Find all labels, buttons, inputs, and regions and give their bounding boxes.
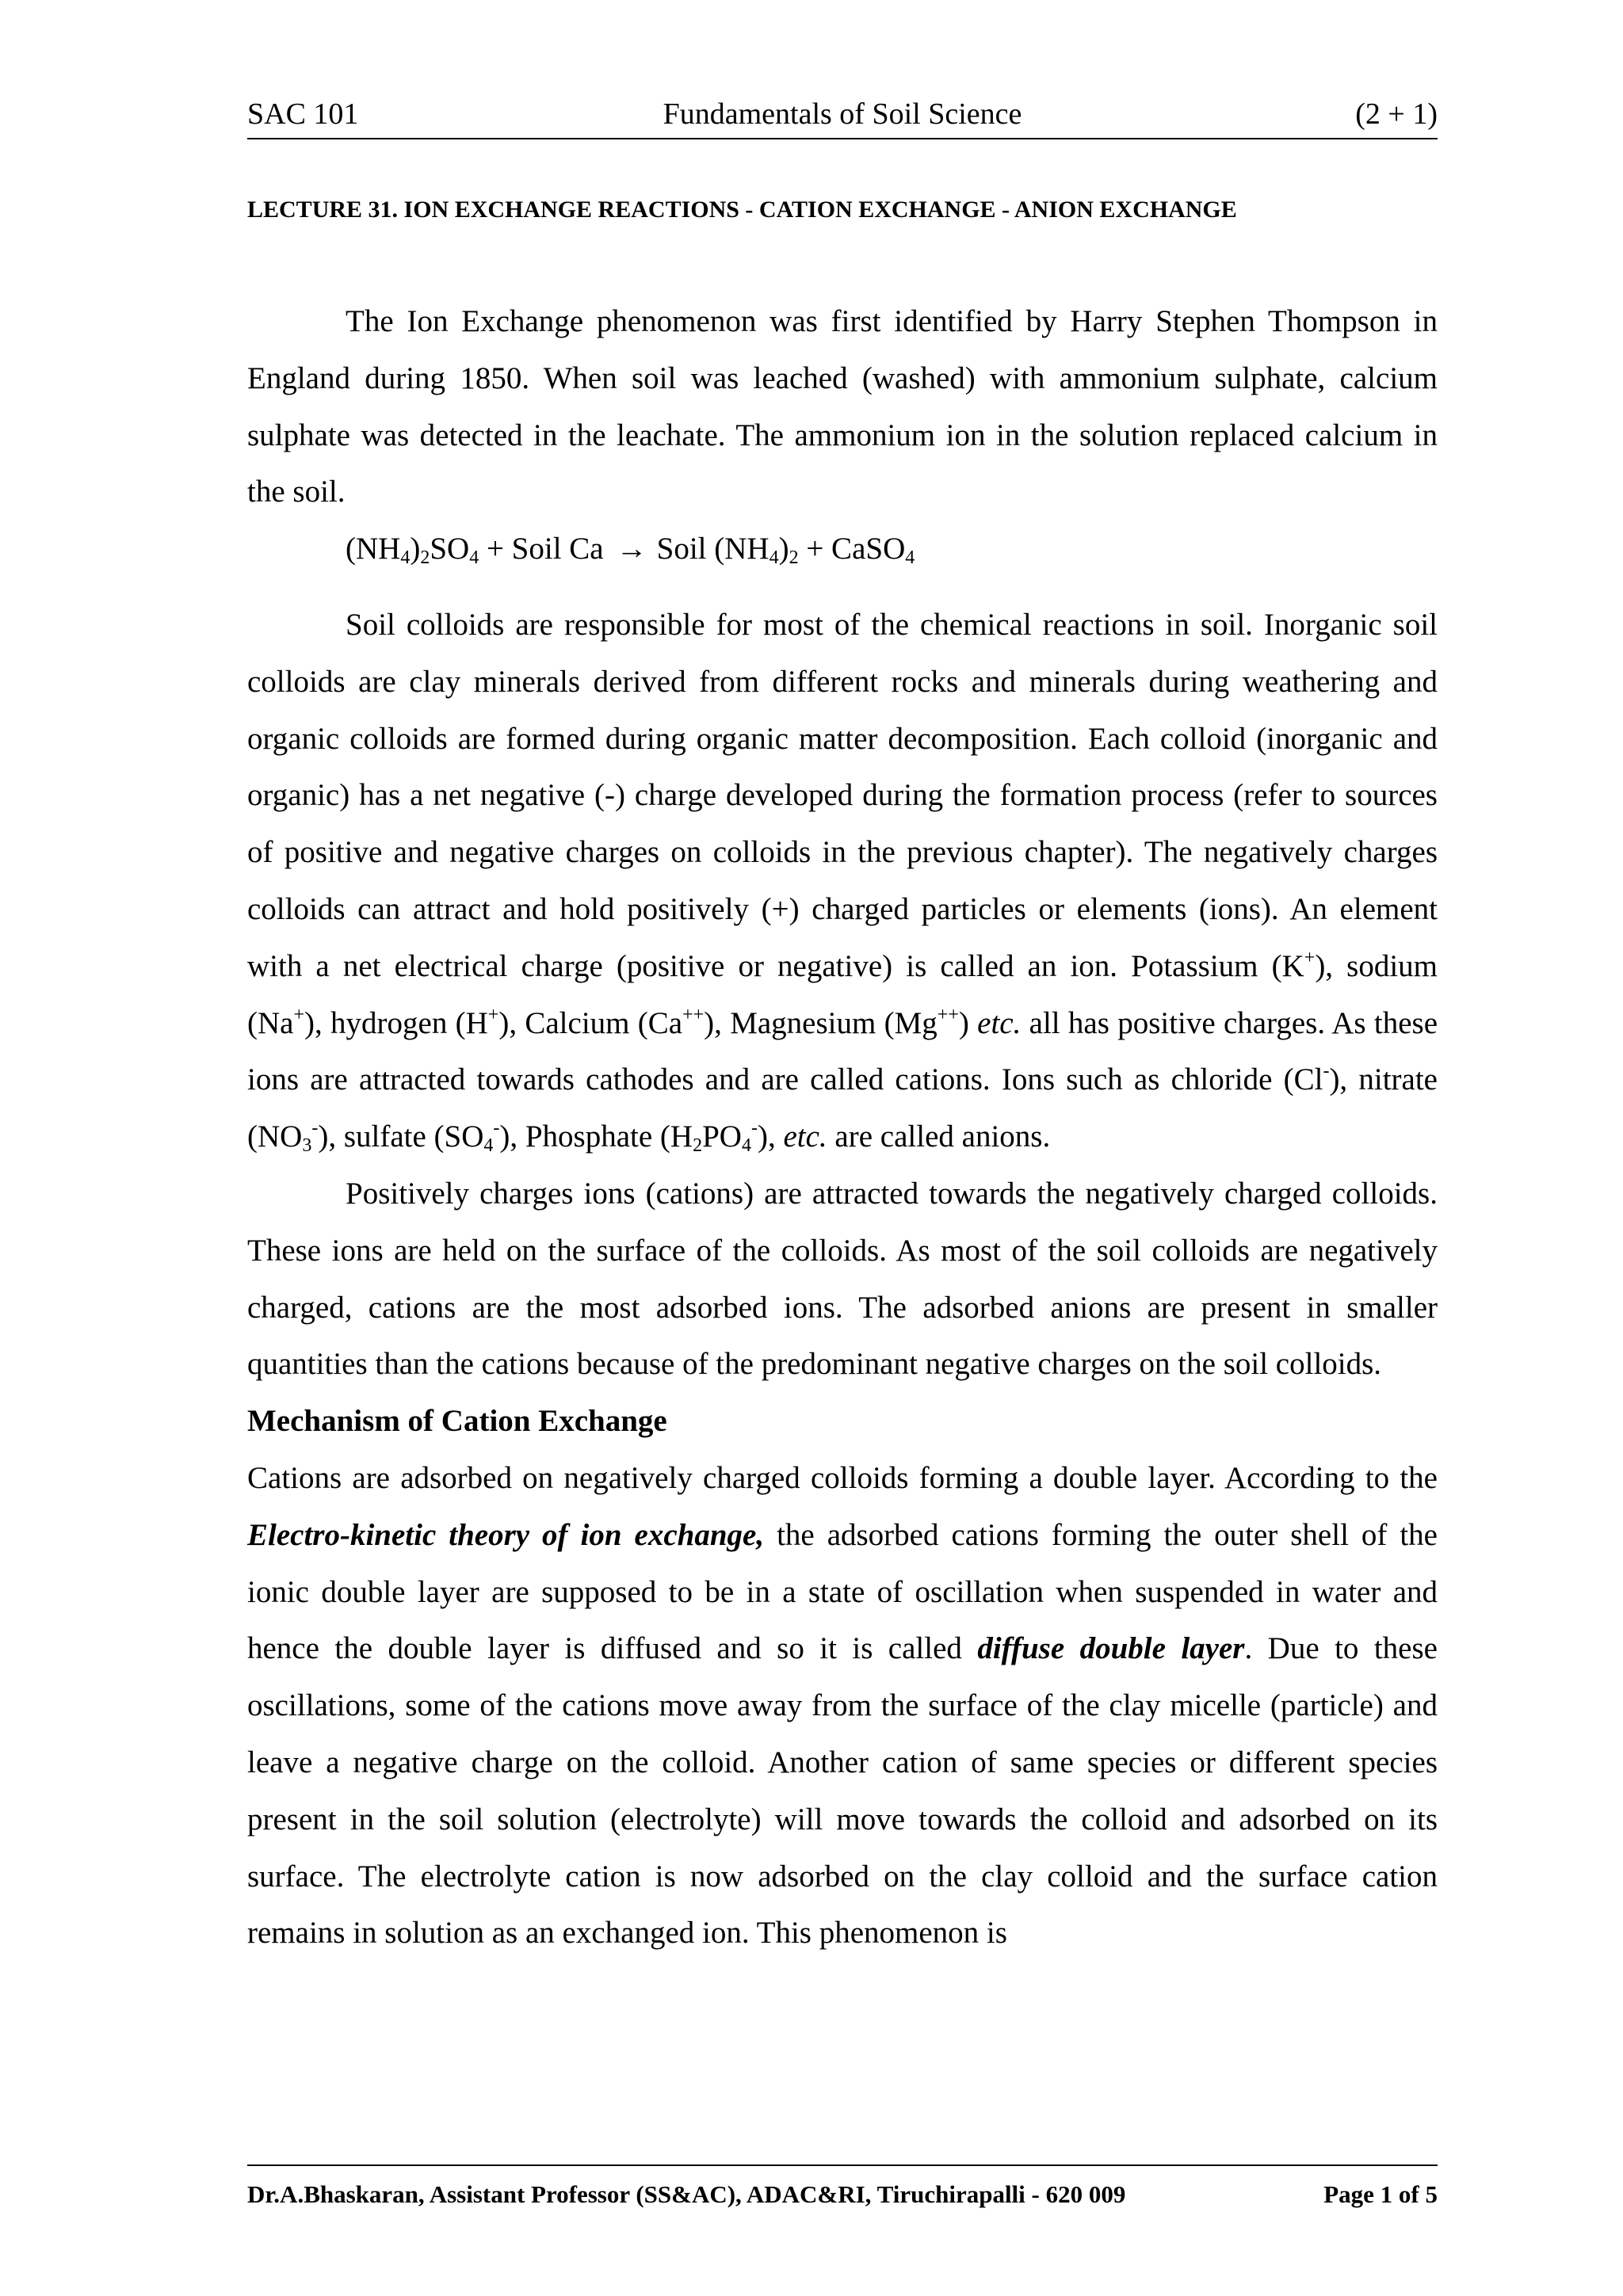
footer-rule bbox=[247, 2164, 1438, 2166]
footer-author: Dr.A.Bhaskaran, Assistant Professor (SS&AC), ADAC&RI, Tiruchirapalli - 620 009 bbox=[247, 2180, 1126, 2208]
arrow-icon: → bbox=[616, 532, 647, 566]
course-code: SAC 101 bbox=[247, 97, 359, 131]
intro-paragraph: The Ion Exchange phenomenon was first identified by Harry Stephen Thompson in England during 1850. When soil was leached (washed) with ammonium sulphate, calcium sulphate was detected in the leachate. The ammonium ion in the solution replaced calcium in the soil. bbox=[247, 304, 1438, 509]
exchange-equation: $(NH_4)_2SO_4$ + Soil Ca → Soil $(NH_4)_2$ + CaSO$_4$ bbox=[247, 521, 1438, 578]
page-footer bbox=[247, 2180, 1438, 2215]
positive-ions-paragraph: Positively charges ions (cations) are attracted towards the negatively charged colloids. These ions are held on the surface of the colloids. As most of the soil colloids are negatively charged, cations are the most adsorbed ions. The adsorbed anions are present in smaller quantities than the cations because of the predominant negative charges on the soil colloids. bbox=[247, 1176, 1438, 1382]
colloids-paragraph: Soil colloids are responsible for most of the chemical reactions in soil. Inorganic soil colloids are clay minerals derived from different rocks and minerals during weathering and organic colloids are formed during organic matter decomposition. Each colloid (inorganic and organic) has a net negative (-) charge developed during the formation process (refer to sources of positive and negative charges on colloids in the previous chapter). The negatively charges colloids can attract and hold positively (+) charged particles or elements (ions). An element with a net electrical charge (positive or negative) is called an ion. Potassium (K+), sodium (Na+), hydrogen (H+), Calcium (Ca++), Magnesium (Mg++) etc. all has positive charges. As these ions are attracted towards cathodes and are called cations. Ions such as chloride (Cl-), nitrate $(NO_3^-)$, sulfate $(SO_4^-)$, Phosphate $(H_2PO_4^-)$, etc. are called anions. bbox=[247, 607, 1438, 1157]
mechanism-heading: Mechanism of Cation Exchange bbox=[247, 1404, 667, 1439]
course-title: Fundamentals of Soil Science bbox=[663, 97, 1022, 131]
diffuse-double-layer-term: diffuse double layer bbox=[977, 1631, 1245, 1666]
electrokinetic-theory-term: Electro-kinetic theory of ion exchange, bbox=[247, 1517, 765, 1552]
course-credits: (2 + 1) bbox=[1355, 97, 1438, 131]
page-header bbox=[247, 97, 1438, 139]
page-number: Page 1 of 5 bbox=[1323, 2180, 1438, 2208]
mechanism-paragraph: Cations are adsorbed on negatively charged colloids forming a double layer. According to the Electro-kinetic theory of ion exchange, the adsorbed cations forming the outer shell of the ionic double layer are supposed to be in a state of oscillation when suspended in water and hence the double layer is diffused and so it is called diffuse double layer. Due to these oscillations, some of the cations move away from the surface of the clay micelle (particle) and leave a negative charge on the colloid. Another cation of same species or different species present in the soil solution (electrolyte) will move towards the colloid and adsorbed on its surface. The electrolyte cation is now adsorbed on the clay colloid and the surface cation remains in solution as an exchanged ion. This phenomenon is bbox=[247, 1460, 1438, 1951]
lecture-title: LECTURE 31. ION EXCHANGE REACTIONS - CATION EXCHANGE - ANION EXCHANGE bbox=[247, 196, 1237, 223]
document-body bbox=[247, 293, 1438, 1962]
